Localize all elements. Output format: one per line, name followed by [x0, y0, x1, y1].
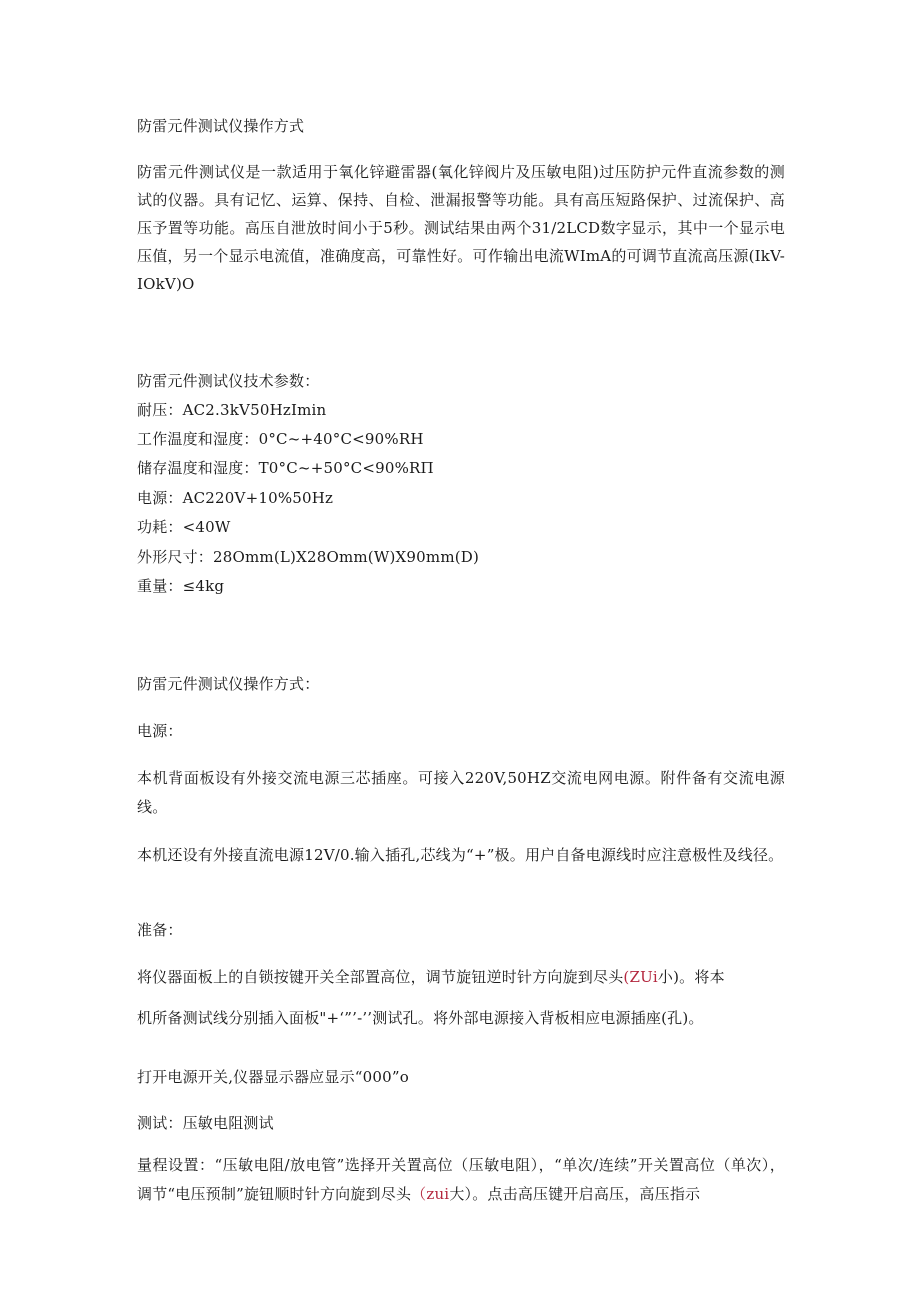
specs-heading: 防雷元件测试仪技术参数：	[137, 372, 320, 390]
power-on-line: 打开电源开关,仪器显示器应显示“000”o	[137, 1068, 409, 1086]
prep-line-1	[137, 967, 725, 987]
intro-paragraph: 防雷元件测试仪是一款适用于氧化锌避雷器(氧化锌阀片及压敏电阻)过压防护元件直流参数的测试的仪器。具有记忆、运算、保持、自检、泄漏报警等功能。具有高压短路保护、过流保护、高压予置等功能。高压自泄放时间小于5秒。测试结果由两个31/2LCD数字显示，其中一个显示电压值，另一个显示电流值，准确度高，可靠性好。可作输出电流WImA的可调节直流高压源(IkV-IOkV)O	[137, 163, 785, 293]
spec-item-working-temp: 工作温度和湿度：0°C~+40°C<90%RH	[137, 430, 424, 448]
prep-heading: 准备：	[137, 921, 183, 939]
test-heading: 测试：压敏电阻测试	[137, 1114, 274, 1132]
range-setting-highlight: （zui	[411, 1185, 450, 1203]
spec-item-consumption: 功耗：<40W	[137, 518, 231, 536]
spec-item-weight: 重量：≤4kg	[137, 577, 225, 595]
prep-line-1-highlight: (ZUi	[623, 968, 658, 986]
spec-item-dimensions: 外形尺寸：28Omm(L)X28Omm(W)X90mm(D)	[137, 548, 480, 566]
spec-item-power: 电源：AC220V+10%50Hz	[137, 489, 334, 507]
range-setting-text: 量程设置：“压敏电阻/放电管”选择开关置高位（压敏电阻），“单次/连续”开关置高位（单次），调节“电压预制”旋钮顺时针方向旋到尽头	[137, 1156, 785, 1203]
range-setting-tail: 大）。点击高压键开启高压，高压指示	[449, 1185, 701, 1203]
spec-item-voltage: 耐压：AC2.3kV50HzImin	[137, 401, 327, 419]
spec-item-storage-temp: 储存温度和湿度：T0°C~+50°C<90%RΠ	[137, 459, 434, 477]
document-title: 防雷元件测试仪操作方式	[137, 117, 305, 135]
operation-heading: 防雷元件测试仪操作方式：	[137, 675, 320, 693]
prep-line-1-text: 将仪器面板上的自锁按键开关全部置高位，调节旋钮逆时针方向旋到尽头	[137, 968, 624, 986]
range-setting-paragraph	[137, 1151, 785, 1209]
power-paragraph-ac: 本机背面板设有外接交流电源三芯插座。可接入220V,50HZ交流电网电源。附件备有交流电源线。	[137, 769, 785, 816]
prep-line-1-tail: 小)。将本	[657, 968, 725, 986]
power-heading: 电源：	[137, 722, 183, 740]
prep-line-2: 机所备测试线分别插入面板"+‘”’-’’测试孔。将外部电源接入背板相应电源插座(孔)。	[137, 1009, 704, 1027]
power-paragraph-dc: 本机还设有外接直流电源12V/0.输入插孔,芯线为“+”极。用户自备电源线时应注意极性及线径。	[137, 846, 784, 864]
